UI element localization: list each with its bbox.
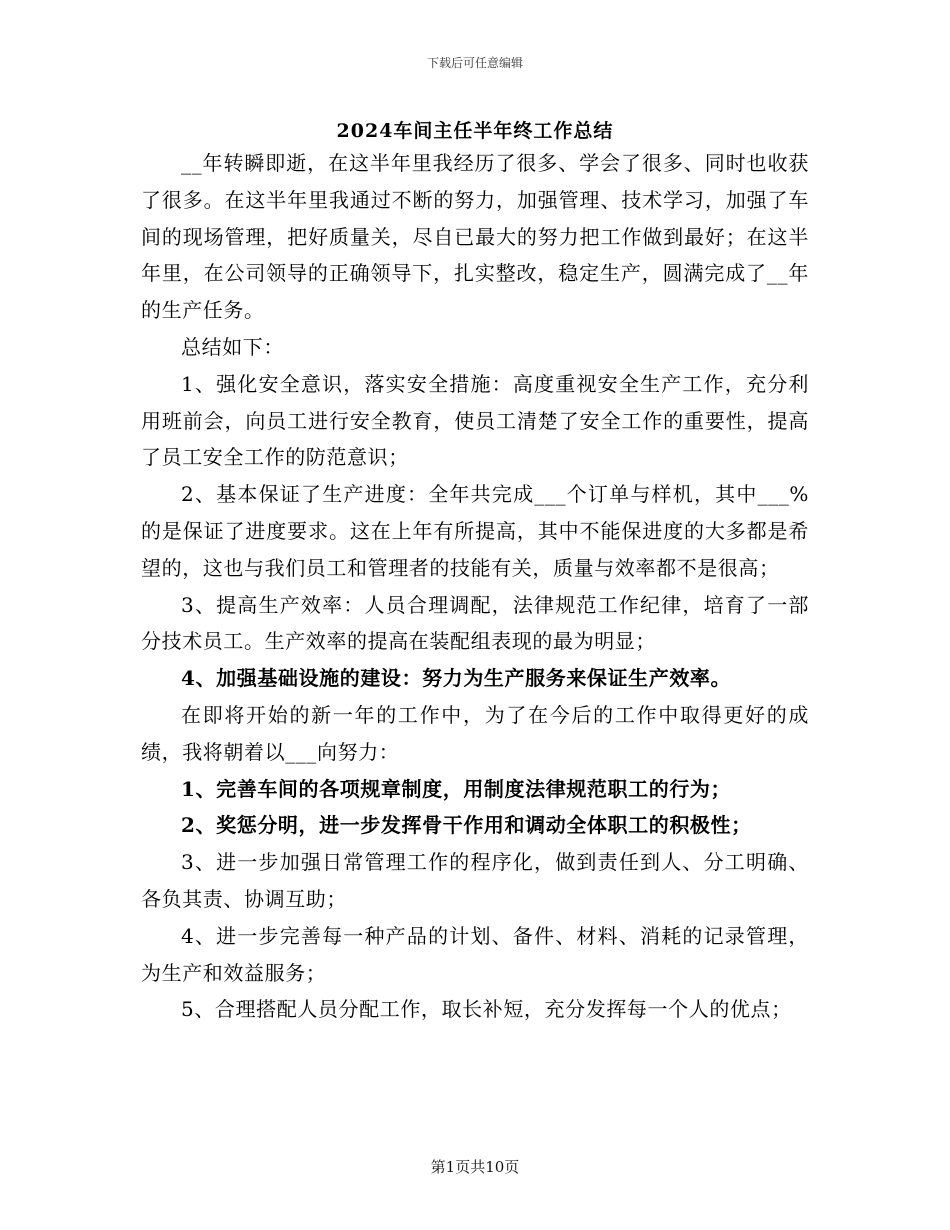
paragraph-plan-records: 4、进一步完善每一种产品的计划、备件、材料、消耗的记录管理，为生产和效益服务； (141, 923, 809, 985)
paragraph-safety: 1、强化安全意识，落实安全措施：高度重视安全生产工作，充分利用班前会，向员工进行安全教育，使员工清楚了安全工作的重要性，提高了员工安全工作的防范意识； (141, 371, 809, 470)
paragraph-plan-management: 3、进一步加强日常管理工作的程序化，做到责任到人、分工明确、各负其责、协调互助； (141, 850, 809, 911)
download-note: 下载后可任意编辑 (426, 56, 523, 70)
paragraph-next-year: 在即将开始的新一年的工作中，为了在今后的工作中取得更好的成绩，我将朝着以___向努力： (141, 702, 809, 764)
document-title: 2024车间主任半年终工作总结 (336, 120, 614, 142)
paragraph-intro: __年转瞬即逝，在这半年里我经历了很多、学会了很多、同时也收获了很多。在这半年里我通过不断的努力，加强管理、技术学习，加强了车间的现场管理，把好质量关，尽自已最大的努力把工作做到最好；在这半年里，在公司领导的正确领导下，扎实整改，稳定生产，圆满完成了__年的生产任务。 (141, 151, 809, 323)
paragraph-efficiency: 3、提高生产效率：人员合理调配，法律规范工作纪律，培育了一部分技术员工。生产效率的提高在装配组表现的最为明显； (141, 592, 809, 654)
page-number: 第1页共10页 (430, 1158, 520, 1176)
document-body (141, 145, 809, 1028)
paragraph-summary-lead: 总结如下： (181, 334, 284, 359)
paragraph-plan-rules: 1、完善车间的各项规章制度，用制度法律规范职工的行为； (181, 776, 732, 801)
paragraph-plan-rewards: 2、奖惩分明，进一步发挥骨干作用和调动全体职工的积极性； (181, 813, 752, 838)
paragraph-infrastructure: 4、加强基础设施的建设：努力为生产服务来保证生产效率。 (181, 666, 732, 691)
paragraph-progress: 2、基本保证了生产进度：全年共完成___个订单与样机，其中___%的是保证了进度要求。这在上年有所提高，其中不能保进度的大多都是希望的，这也与我们员工和管理者的技能有关，质量与效率都不是很高； (141, 482, 809, 580)
paragraph-plan-staffing: 5、合理搭配人员分配工作，取长补短，充分发挥每一个人的优点； (181, 997, 792, 1022)
